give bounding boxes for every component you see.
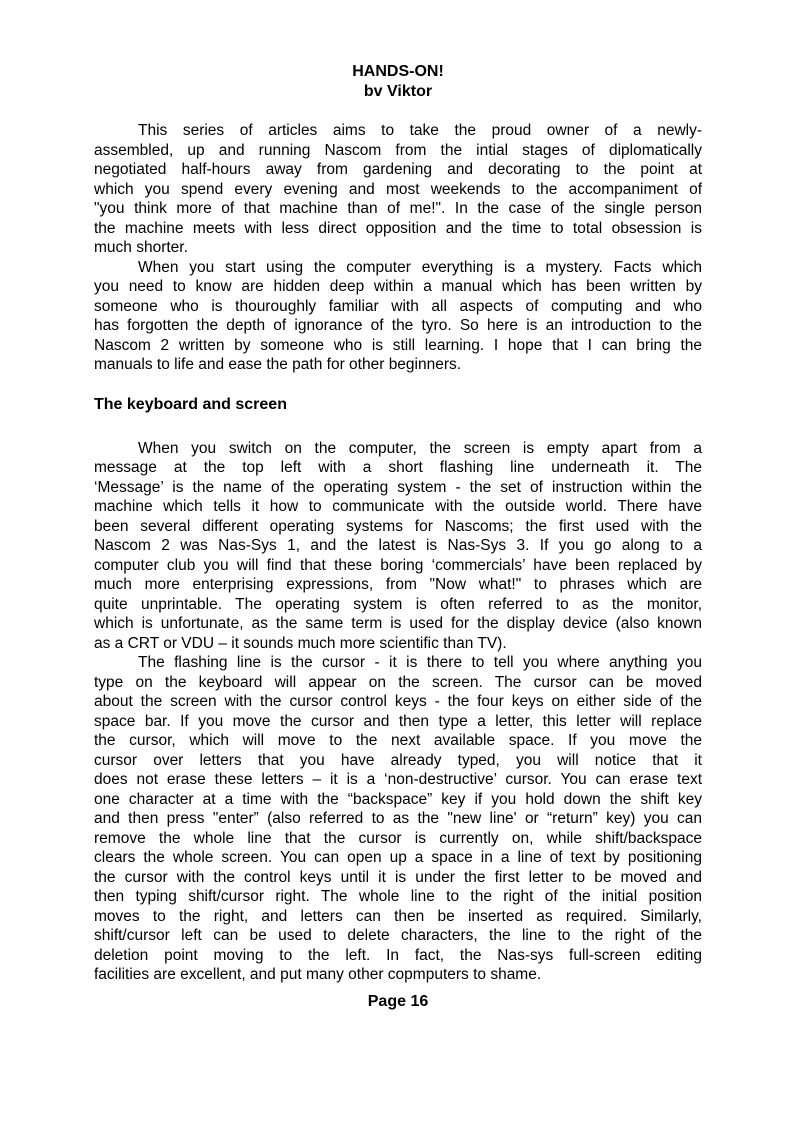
text-line: been several different operating systems for Nascoms; the first used with the	[94, 517, 702, 535]
text-line: has forgotten the depth of ignorance of the tyro. So here is an introduction to the	[94, 317, 702, 334]
title-block	[94, 62, 702, 102]
text-line: Nascom 2 written by someone who is still learning. I hope that I can bring the	[94, 336, 702, 354]
text-line: Nascom 2 was Nas-Sys 1, and the latest is Nas-Sys 3. If you go along to a	[94, 537, 702, 554]
text-line: "you think more of that machine than of me!". In the case of the single person	[94, 200, 702, 217]
text-line: shift/cursor left can be used to delete characters, the line to the right of the	[94, 927, 702, 944]
text-line: facilities are excellent, and put many other copmputers to shame.	[94, 966, 542, 983]
text-line: type on the keyboard will appear on the screen. The cursor can be moved	[94, 673, 702, 691]
text-line: then typing shift/cursor right. The whole line to the right of the initial position	[94, 888, 702, 905]
text-line: one character at a time with the “backspace” key if you hold down the shift key	[94, 790, 702, 808]
text-line: space bar. If you move the cursor and then type a letter, this letter will replace	[94, 712, 702, 730]
text-line: which is unfortunate, as the same term is used for the display device (also known	[94, 615, 702, 632]
text-line: clears the whole screen. You can open up a space in a line of text by positioning	[94, 849, 702, 866]
text-line: much more enterprising expressions, from "Now what!" to phrases which are	[94, 576, 702, 593]
text-line: someone who is thouroughly familiar with all aspects of computing and who	[94, 297, 702, 315]
text-line: deletion point moving to the left. In fact, the Nas-sys full-screen editing	[94, 946, 702, 964]
text-line: you need to know are hidden deep within a manual which has been written by	[94, 278, 702, 295]
text-line: as a CRT or VDU – it sounds much more scientific than TV).	[94, 634, 507, 652]
text-line: manuals to life and ease the path for other beginners.	[94, 356, 462, 373]
text-line: message at the top left with a short flashing line underneath it. The	[94, 459, 702, 476]
text-line: does not erase these letters – it is a ‘non-destructive’ cursor. You can erase text	[94, 771, 702, 788]
text-line: cursor over letters that you have already typed, you will notice that it	[94, 751, 702, 769]
text-line: and then press "enter” (also referred to as the "new line' or “return” key) you can	[94, 810, 702, 827]
text-line: negotiated half-hours away from gardening and decorating to the point at	[94, 161, 702, 178]
page-number: Page 16	[367, 992, 429, 1010]
paragraph-keyboard-1	[94, 439, 702, 654]
text-line: machine which tells it how to communicate with the outside world. There have	[94, 498, 702, 515]
text-line: The flashing line is the cursor - it is there to tell you where anything you	[138, 654, 702, 671]
text-line: This series of articles aims to take the proud owner of a newly-	[138, 122, 702, 139]
text-line: much shorter.	[94, 239, 188, 256]
article-title: HANDS-ON!	[352, 63, 444, 80]
text-line: assembled, up and running Nascom from the intial stages of diplomatically	[94, 141, 702, 159]
text-line: ‘Message’ is the name of the operating system - the set of instruction within the	[94, 478, 702, 496]
section-heading: The keyboard and screen	[94, 395, 287, 413]
text-line: the cursor, which will move to the next available space. If you move the	[94, 732, 702, 749]
text-line: When you start using the computer everything is a mystery. Facts which	[138, 258, 702, 276]
text-line: computer club you will find that these boring ‘commercials’ have been replaced by	[94, 556, 702, 574]
text-line: moves to the right, and letters can then be inserted as required. Similarly,	[94, 907, 702, 925]
text-line: remove the whole line that the cursor is currently on, while shift/backspace	[94, 829, 702, 847]
paragraph-keyboard-2	[94, 653, 702, 985]
paragraph-intro-1	[94, 121, 702, 258]
article-byline: bv Viktor	[363, 83, 433, 100]
paragraph-intro-2	[94, 258, 702, 375]
text-line: which you spend every evening and most weekends to the accompaniment of	[94, 180, 702, 198]
text-line: When you switch on the computer, the screen is empty apart from a	[138, 439, 702, 457]
text-line: quite unprintable. The operating system is often referred to as the monitor,	[94, 595, 702, 613]
text-line: about the screen with the cursor control keys - the four keys on either side of the	[94, 693, 702, 710]
text-line: the machine meets with less direct opposition and the time to total obsession is	[94, 219, 702, 237]
text-line: the cursor with the control keys until it is under the first letter to be moved and	[94, 868, 702, 886]
